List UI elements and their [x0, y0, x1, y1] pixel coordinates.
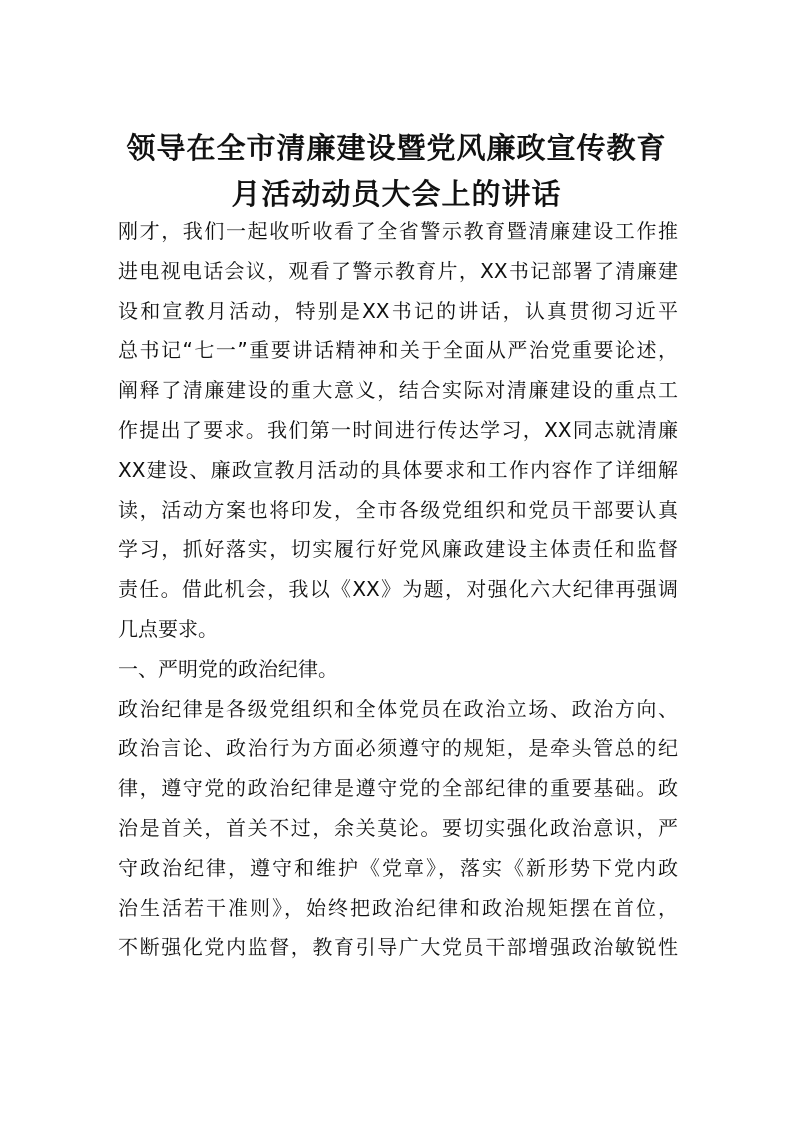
document-body: [118, 212, 678, 968]
body-line: 刚才，我们一起收听收看了全省警示教育暨清廉建设工作推: [118, 219, 678, 243]
body-line: 不断强化党内监督，教育引导广大党员干部增强政治敏锐性: [118, 935, 678, 960]
body-line: XX建设、廉政宣教月活动的具体要求和工作内容作了详细解: [118, 457, 678, 482]
document-title-line-1: 领导在全市清廉建设暨党风廉政宣传教育: [126, 131, 667, 165]
body-line: 进电视电话会议，观看了警示教育片，XX书记部署了清廉建: [118, 258, 678, 283]
body-line: 几点要求。: [118, 616, 218, 641]
body-line: 治生活若干准则》，始终把政治纪律和政治规矩摆在首位，: [118, 895, 678, 920]
body-line: 学习，抓好落实，切实履行好党风廉政建设主体责任和监督: [118, 537, 678, 562]
body-line: 作提出了要求。我们第一时间进行传达学习，XX同志就清廉: [118, 417, 678, 442]
body-line: 阐释了清廉建设的重大意义，结合实际对清廉建设的重点工: [118, 378, 678, 403]
body-line: 责任。借此机会，我以《XX》为题，对强化六大纪律再强调: [118, 577, 678, 602]
document-title-line-2: 月活动动员大会上的讲话: [231, 177, 562, 211]
body-line: 政治纪律是各级党组织和全体党员在政治立场、政治方向、: [118, 696, 678, 721]
body-line: 设和宣教月活动，特别是XX书记的讲话，认真贯彻习近平: [118, 298, 678, 323]
body-line: 治是首关，首关不过，余关莫论。要切实强化政治意识，严: [118, 815, 678, 840]
body-line: 政治言论、政治行为方面必须遵守的规矩，是牵头管总的纪: [118, 736, 678, 761]
section-heading: 一、严明党的政治纪律。: [118, 656, 338, 681]
body-line: 守政治纪律，遵守和维护《党章》，落实《新形势下党内政: [118, 855, 678, 880]
body-line: 读，活动方案也将印发，全市各级党组织和党员干部要认真: [118, 497, 678, 522]
body-line: 律，遵守党的政治纪律是遵守党的全部纪律的重要基础。政: [118, 776, 678, 801]
body-line: 总书记“七一”重要讲话精神和关于全面从严治党重要论述，: [118, 338, 678, 363]
